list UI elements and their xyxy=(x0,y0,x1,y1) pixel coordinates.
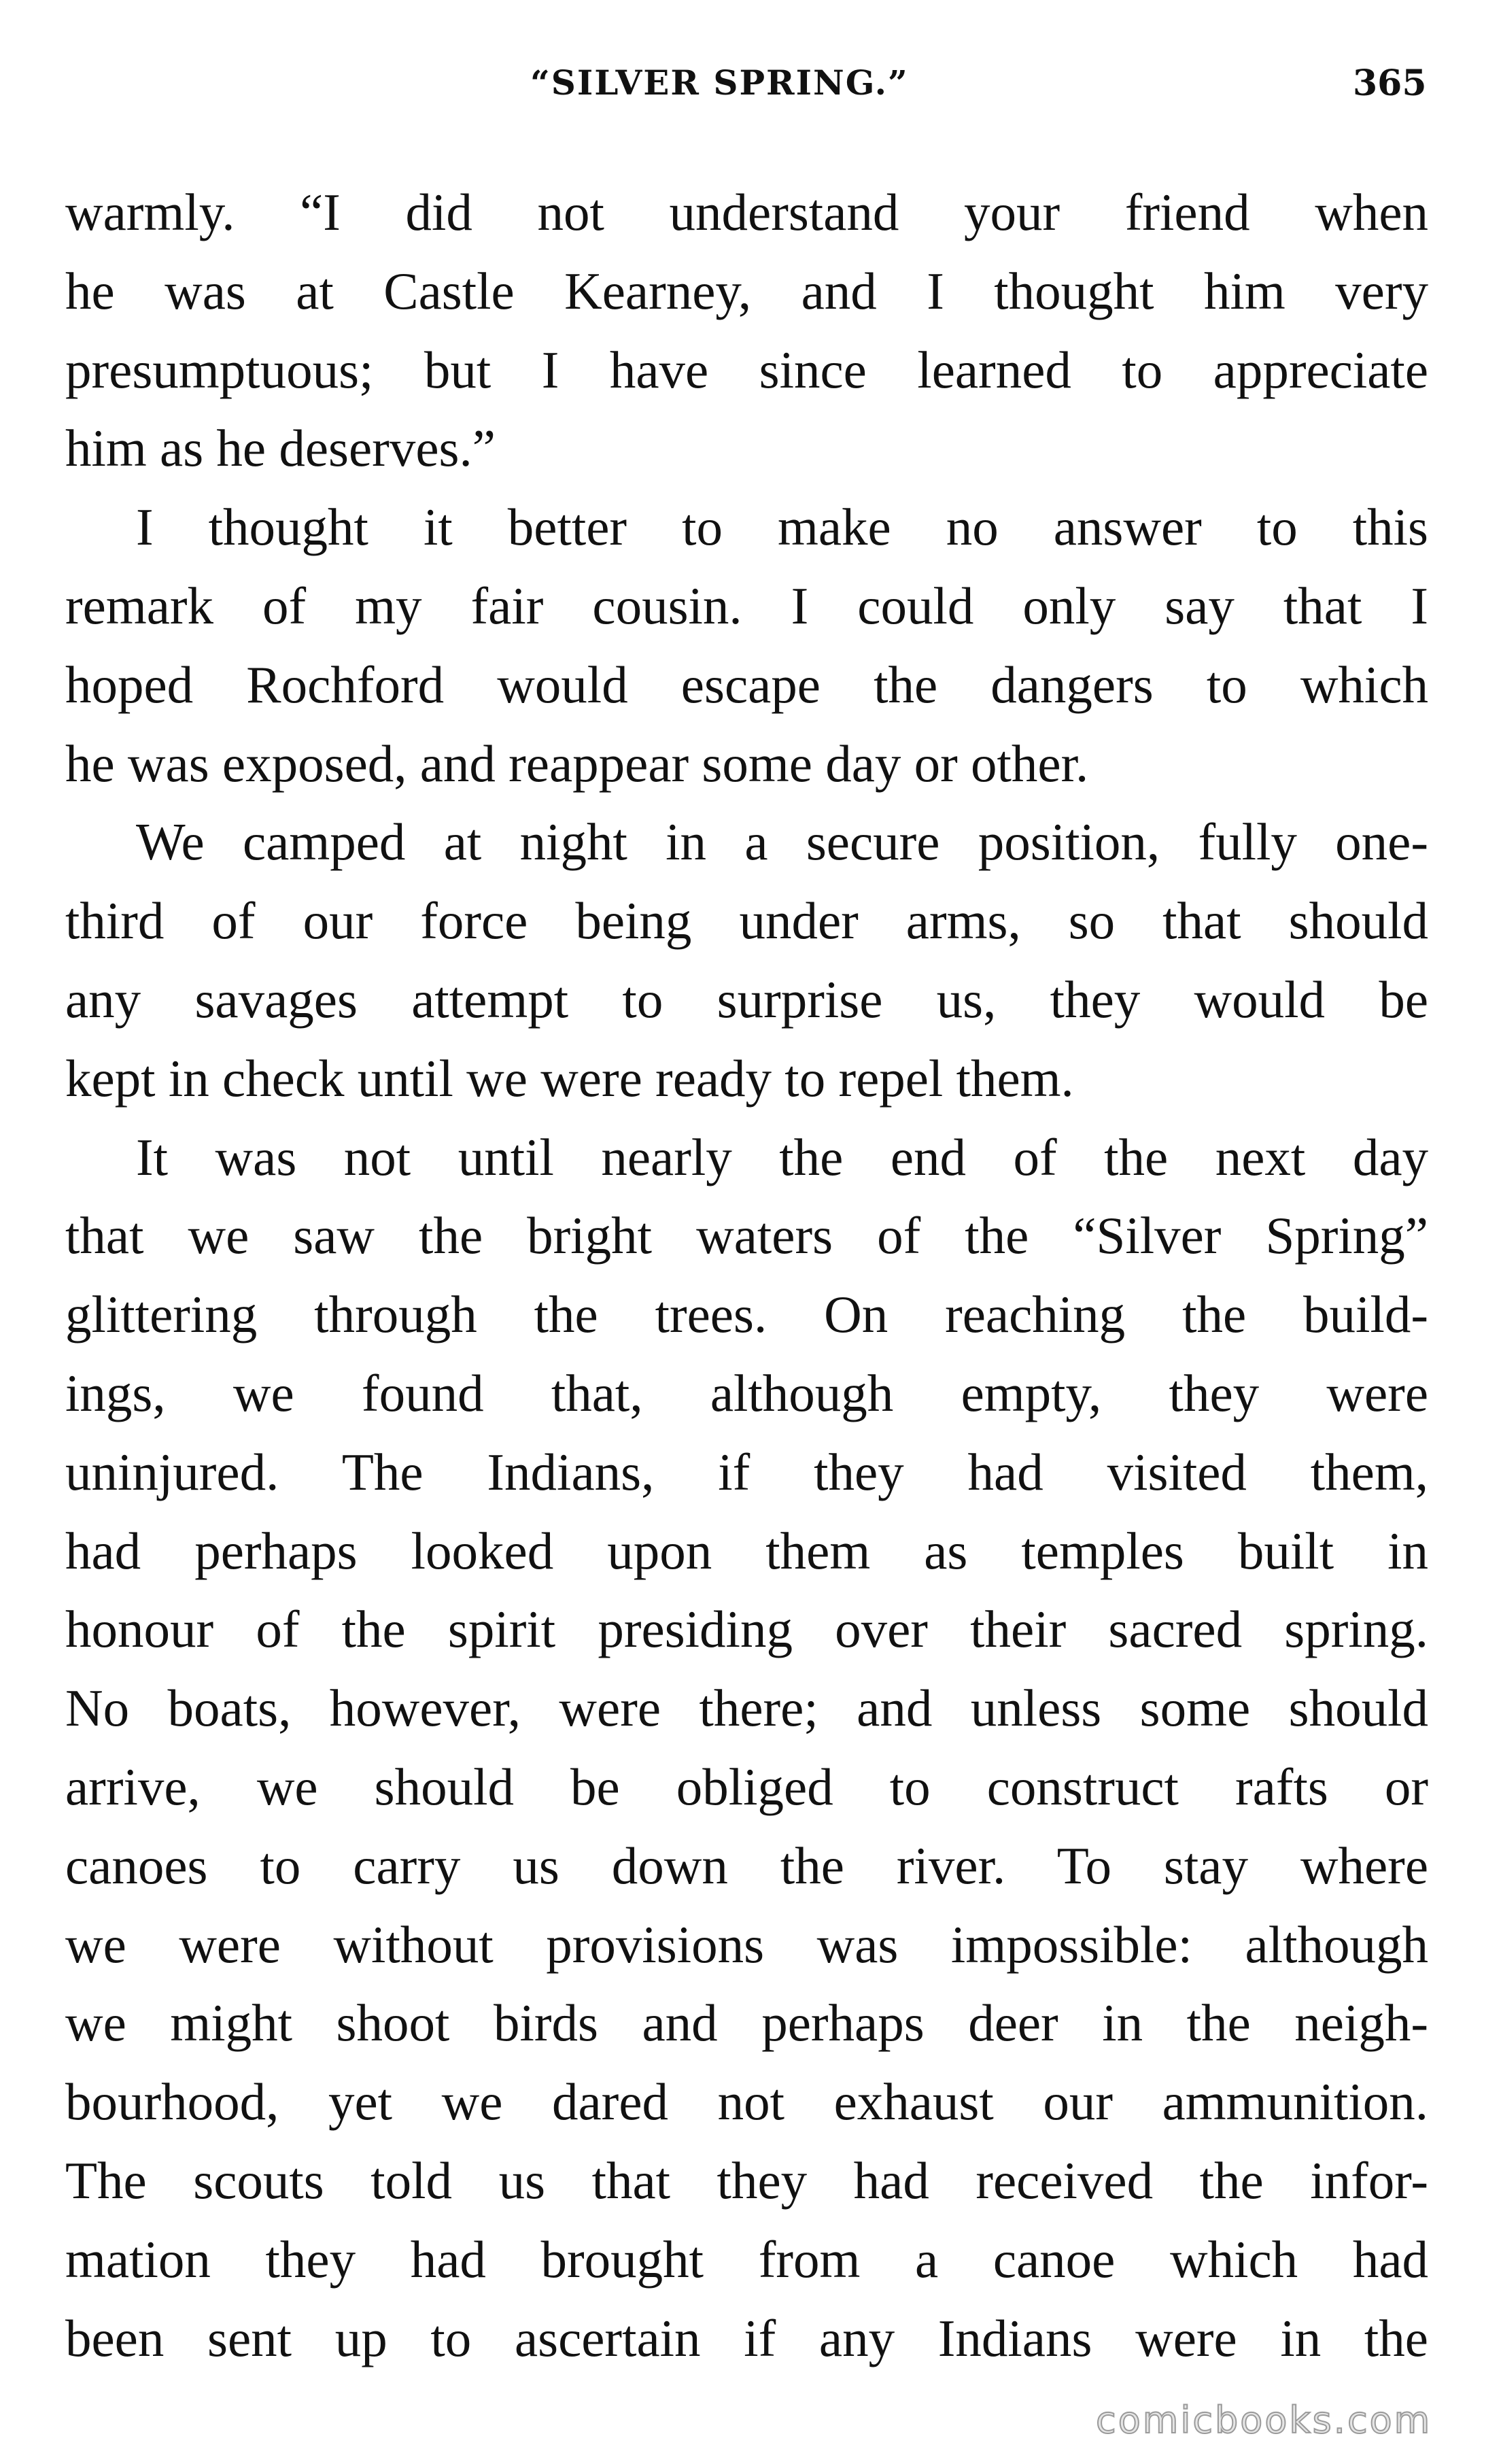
text-line: arrive, we should be obliged to construct rafts or xyxy=(65,1757,1428,1816)
text-line: We camped at night in a secure position, fully one- xyxy=(136,812,1428,872)
text-line: bourhood, yet we dared not exhaust our ammunition. xyxy=(65,2072,1428,2132)
text-line: been sent up to ascertain if any Indians were in the xyxy=(65,2308,1428,2367)
page-number: 365 xyxy=(1353,63,1427,104)
text-line: mation they had brought from a canoe which had xyxy=(65,2229,1428,2289)
running-title: “SILVER SPRING.” xyxy=(530,63,909,103)
text-line: It was not until nearly the end of the next day xyxy=(136,1127,1428,1186)
text-line: third of our force being under arms, so that should xyxy=(65,891,1428,951)
text-line: No boats, however, were there; and unless some should xyxy=(65,1679,1428,1738)
text-line: we might shoot birds and perhaps deer in the neigh- xyxy=(65,1994,1428,2053)
watermark: comicbooks.com xyxy=(1096,2399,1432,2442)
text-line: remark of my fair cousin. I could only say that I xyxy=(65,576,1428,635)
text-line: ings, we found that, although empty, they were xyxy=(65,1363,1428,1422)
text-line: he was exposed, and reappear some day or other. xyxy=(65,734,1089,793)
text-line: he was at Castle Kearney, and I thought him very xyxy=(65,261,1428,320)
text-line: canoes to carry us down the river. To stay where xyxy=(65,1836,1428,1895)
text-line: kept in check until we were ready to repel them. xyxy=(65,1048,1074,1108)
text-line: warmly. “I did not understand your friend when xyxy=(65,183,1428,241)
text-line: we were without provisions was impossible: although xyxy=(65,1915,1428,1974)
text-line: honour of the spirit presiding over their sacred spring. xyxy=(65,1600,1428,1659)
text-line: had perhaps looked upon them as temples built in xyxy=(65,1521,1428,1580)
body-text xyxy=(65,173,1428,2378)
text-line: him as he deserves.” xyxy=(65,419,496,478)
text-line: that we saw the bright waters of the “Silver Spring” xyxy=(65,1206,1428,1265)
text-line: any savages attempt to surprise us, they would be xyxy=(65,970,1428,1029)
text-line: uninjured. The Indians, if they had visited them, xyxy=(65,1442,1428,1501)
text-line: presumptuous; but I have since learned to appreciate xyxy=(65,340,1428,399)
text-line: glittering through the trees. On reaching the build- xyxy=(65,1285,1428,1344)
text-line: hoped Rochford would escape the dangers to which xyxy=(65,655,1428,714)
text-line: I thought it better to make no answer to this xyxy=(136,498,1428,557)
text-line: The scouts told us that they had received the infor- xyxy=(65,2151,1428,2210)
